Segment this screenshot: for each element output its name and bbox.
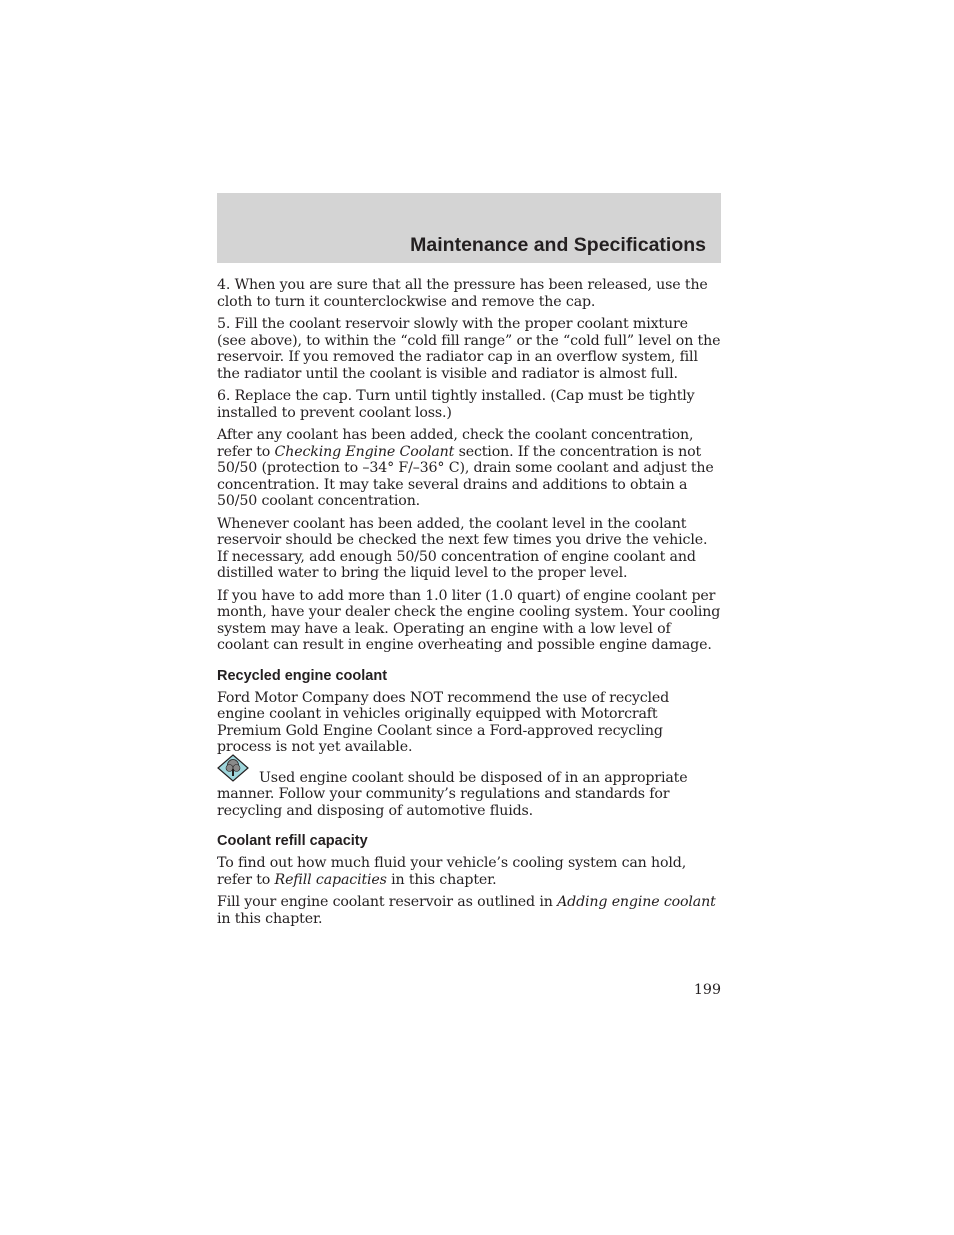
refill-capacity-heading: Coolant refill capacity [217,833,368,849]
header-band [217,193,721,263]
text-run: in this chapter. [386,871,497,888]
text-run: section. If the concentration is not 50/50 (protection to –34° F/–36° C), drain some coolant and adjust the concentration. It may take several drains and additions to obtain a 50/50 coolant concentration. [217,443,714,509]
step-6-paragraph: 6. Replace the cap. Turn until tightly installed. (Cap must be tightly installed to prevent coolant loss.) [217,388,695,421]
cross-reference: Refill capacities [274,871,387,888]
environment-note [217,770,721,820]
text-run: in this chapter. [217,910,323,927]
text-run: After any coolant has been added, check the coolant concentration, refer to [217,427,694,460]
recycled-coolant-heading: Recycled engine coolant [217,667,388,684]
leak-warning-paragraph: If you have to add more than 1.0 liter (1.0 quart) of engine coolant per month, have your dealer check the engine cooling system. Your cooling system may have a leak. Operating an engine with a low level of coolant can result in engine overheating and possible engine damage. [217,587,721,653]
recycled-coolant-paragraph: Ford Motor Company does NOT recommend the use of recycled engine coolant in vehicles originally equipped with Motorcraft Premium Gold Engine Coolant since a Ford-approved recycling process is not yet available. [217,689,670,755]
page-content [217,277,721,933]
concentration-paragraph [217,427,721,510]
step-5-paragraph: 5. Fill the coolant reservoir slowly with the proper coolant mixture (see above), to within the “cold fill range” or the “cold full” level on the reservoir. If you removed the radiator cap in an overflow system, fill the radiator until the coolant is visible and radiator is almost full. [217,316,721,382]
check-level-paragraph: Whenever coolant has been added, the coolant level in the coolant reservoir should be checked the next few times you drive the vehicle. If necessary, add enough 50/50 concentration of engine coolant and distilled water to bring the liquid level to the proper level. [217,515,708,581]
environment-note-text: Used engine coolant should be disposed of in an appropriate manner. Follow your community’s regulations and standards for recycling and disposing of automotive fluids. [217,769,688,819]
text-run: Fill your engine coolant reservoir as outlined in [217,894,558,910]
fill-reservoir-paragraph [217,894,721,927]
step-4-paragraph: 4. When you are sure that all the pressure has been released, use the cloth to turn it counterclockwise and remove the cap. [217,277,708,310]
tree-icon [217,754,249,782]
refill-capacity-paragraph [217,855,721,888]
text-run: To find out how much fluid your vehicle’s cooling system can hold, refer to [217,855,687,888]
page-number: 199 [693,982,721,998]
cross-reference: Checking Engine Coolant [274,443,455,460]
page-title: Maintenance and Specifications [410,234,706,256]
cross-reference: Adding engine coolant [557,894,716,910]
